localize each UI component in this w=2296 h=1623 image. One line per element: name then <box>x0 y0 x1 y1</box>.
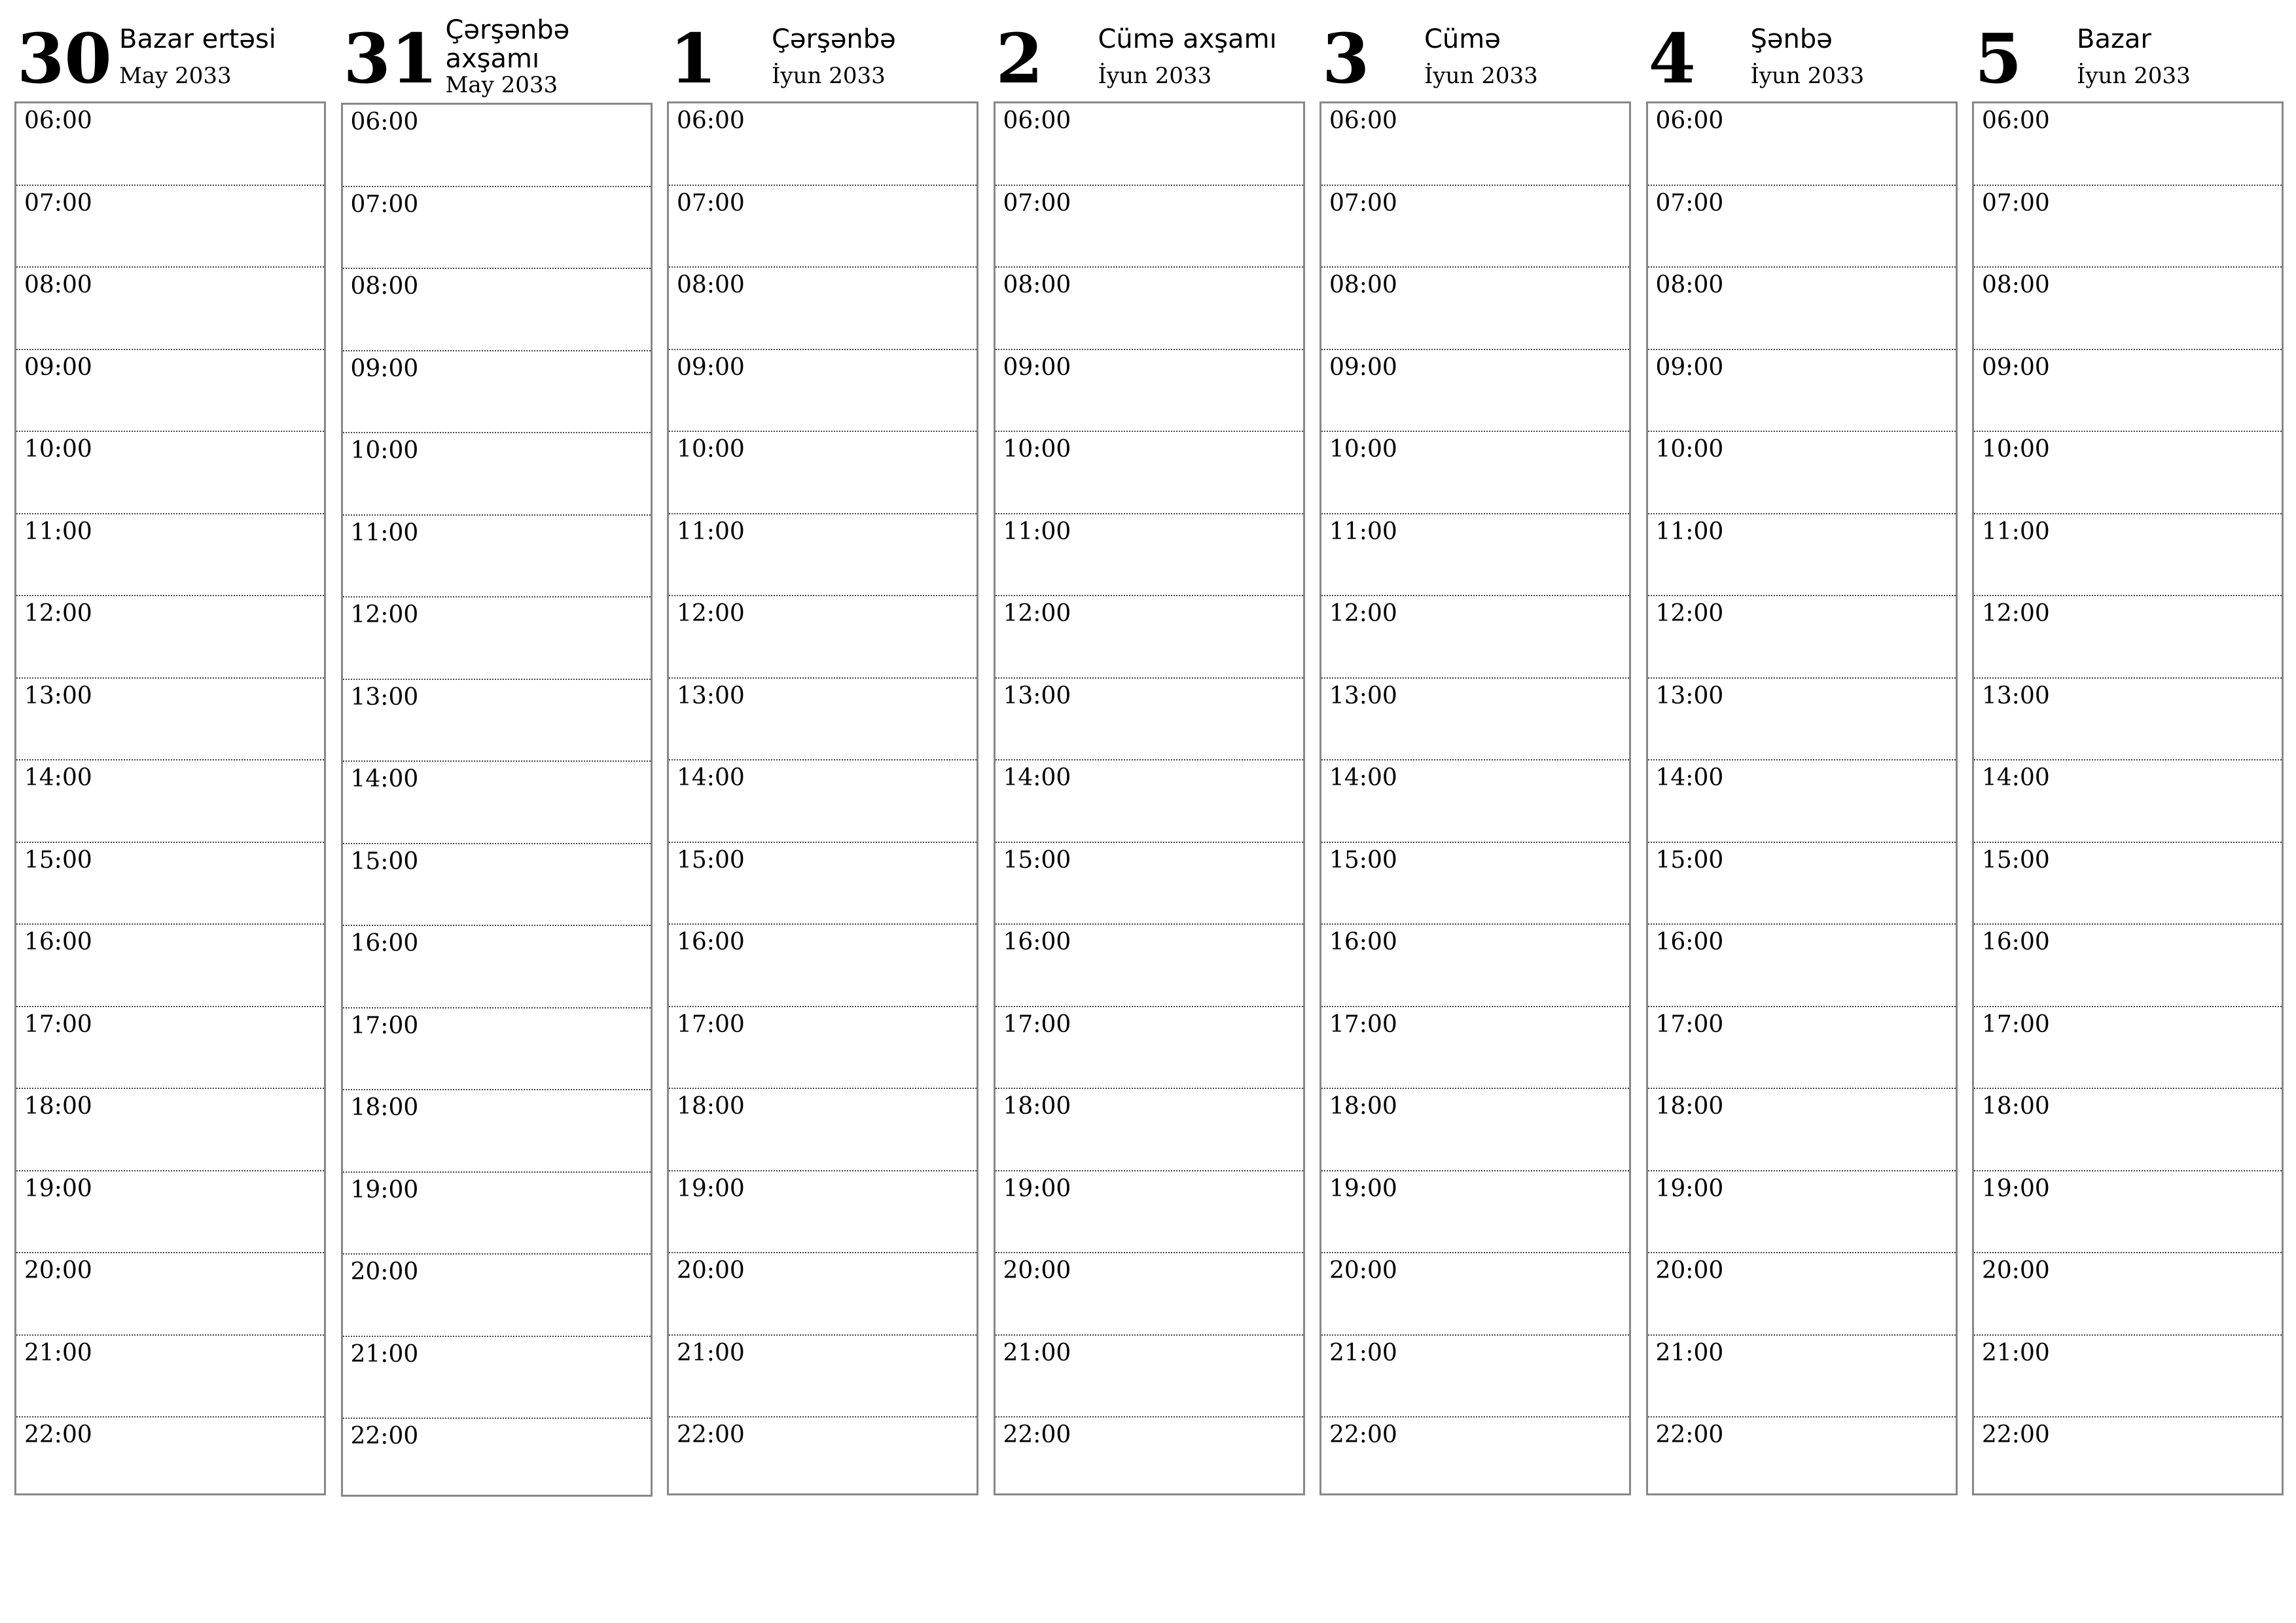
hour-slot[interactable] <box>1648 1089 1956 1171</box>
day-header <box>994 0 1308 101</box>
hour-label: 21:00 <box>350 1340 419 1368</box>
hour-slot[interactable] <box>669 432 977 514</box>
hour-slot[interactable] <box>1974 186 2282 268</box>
day-column <box>994 0 1308 1448</box>
hour-slot[interactable] <box>1974 350 2282 433</box>
hour-slot[interactable] <box>669 350 977 433</box>
hour-slot[interactable] <box>1648 843 1956 925</box>
hour-label: 08:00 <box>1982 272 2050 298</box>
hour-slot[interactable] <box>1648 350 1956 433</box>
hour-slot[interactable] <box>669 1336 977 1418</box>
hour-label: 20:00 <box>677 1257 745 1284</box>
hour-label: 21:00 <box>1982 1339 2050 1366</box>
hour-slot[interactable] <box>16 514 324 597</box>
hour-label: 21:00 <box>24 1339 92 1366</box>
hour-label: 16:00 <box>1329 929 1397 955</box>
hour-label: 10:00 <box>1003 436 1071 463</box>
hour-label: 08:00 <box>677 272 745 298</box>
hour-label: 16:00 <box>1655 929 1724 955</box>
hour-slot[interactable] <box>343 187 651 270</box>
day-month: İyun 2033 <box>1098 63 1212 89</box>
hour-slot[interactable] <box>996 103 1303 186</box>
hour-slot[interactable] <box>16 760 324 843</box>
hour-slot[interactable] <box>343 1419 651 1501</box>
hour-slot[interactable] <box>669 186 977 268</box>
hour-slot[interactable] <box>1648 679 1956 761</box>
day-month: İyun 2033 <box>2077 63 2191 89</box>
hour-label: 06:00 <box>1655 107 1724 134</box>
hour-label: 07:00 <box>1003 189 1071 217</box>
hour-label: 07:00 <box>350 190 419 218</box>
hour-slot[interactable] <box>669 514 977 597</box>
hour-slot[interactable] <box>1321 103 1629 186</box>
hour-slot[interactable] <box>343 1090 651 1173</box>
hour-slot[interactable] <box>343 516 651 598</box>
hour-slot[interactable] <box>1974 1418 2282 1500</box>
day-number: 3 <box>1322 18 1370 99</box>
hour-label: 08:00 <box>24 272 92 298</box>
hour-label: 20:00 <box>1655 1257 1724 1284</box>
hour-label: 10:00 <box>1329 436 1397 463</box>
day-column <box>667 0 981 1448</box>
day-header <box>341 0 655 101</box>
hour-label: 17:00 <box>1003 1010 1071 1038</box>
day-month: May 2033 <box>445 72 558 98</box>
hour-label: 15:00 <box>1003 846 1071 874</box>
hour-slot[interactable] <box>1648 268 1956 350</box>
hour-slot[interactable] <box>1321 596 1629 679</box>
hour-slot[interactable] <box>669 103 977 186</box>
hour-label: 18:00 <box>1329 1093 1397 1120</box>
hour-slot[interactable] <box>1321 843 1629 925</box>
hour-label: 18:00 <box>1982 1093 2050 1120</box>
day-month: May 2033 <box>119 63 232 89</box>
hour-label: 14:00 <box>1329 764 1397 791</box>
hour-label: 13:00 <box>1003 682 1071 709</box>
hour-label: 11:00 <box>1982 518 2050 545</box>
hour-slot[interactable] <box>1974 760 2282 843</box>
hour-slot[interactable] <box>343 269 651 351</box>
hour-label: 22:00 <box>677 1421 745 1448</box>
hour-slot[interactable] <box>669 925 977 1007</box>
hour-slot[interactable] <box>1974 1089 2282 1171</box>
hour-slot[interactable] <box>996 760 1303 843</box>
hour-label: 16:00 <box>1982 929 2050 955</box>
day-header <box>1972 0 2286 101</box>
hour-slot[interactable] <box>1321 1418 1629 1500</box>
hour-slot[interactable] <box>1321 1007 1629 1090</box>
hour-label: 19:00 <box>24 1175 92 1202</box>
hour-slot[interactable] <box>669 843 977 925</box>
hour-slot[interactable] <box>1648 1007 1956 1090</box>
hour-slot[interactable] <box>16 350 324 433</box>
hour-label: 17:00 <box>1329 1010 1397 1038</box>
hour-label: 11:00 <box>24 518 92 545</box>
hour-slot[interactable] <box>669 1089 977 1171</box>
hour-slots <box>667 101 978 1495</box>
hour-label: 22:00 <box>24 1421 92 1448</box>
hour-slot[interactable] <box>1321 679 1629 761</box>
hour-slots <box>14 101 326 1495</box>
hour-slot[interactable] <box>1648 103 1956 186</box>
hour-label: 12:00 <box>1982 600 2050 627</box>
hour-slot[interactable] <box>16 103 324 186</box>
hour-slot[interactable] <box>16 925 324 1007</box>
hour-slot[interactable] <box>343 351 651 434</box>
hour-label: 18:00 <box>350 1094 419 1121</box>
hour-slot[interactable] <box>16 1171 324 1254</box>
hour-label: 06:00 <box>350 109 419 135</box>
hour-label: 15:00 <box>350 847 419 875</box>
hour-slots <box>1972 101 2284 1495</box>
hour-slot[interactable] <box>1321 186 1629 268</box>
hour-slot[interactable] <box>996 1418 1303 1500</box>
hour-slot[interactable] <box>996 1089 1303 1171</box>
hour-label: 09:00 <box>350 355 419 382</box>
hour-label: 07:00 <box>1329 189 1397 217</box>
hour-slot[interactable] <box>1974 1253 2282 1336</box>
hour-slot[interactable] <box>16 268 324 350</box>
hour-slot[interactable] <box>343 1255 651 1337</box>
hour-slot[interactable] <box>996 186 1303 268</box>
hour-slot[interactable] <box>669 1418 977 1500</box>
hour-label: 14:00 <box>1655 764 1724 791</box>
hour-slot[interactable] <box>996 268 1303 350</box>
hour-label: 07:00 <box>677 189 745 217</box>
hour-label: 17:00 <box>677 1010 745 1038</box>
hour-label: 06:00 <box>1003 107 1071 134</box>
hour-label: 18:00 <box>24 1093 92 1120</box>
hour-slot[interactable] <box>1974 925 2282 1007</box>
day-column <box>1646 0 1960 1448</box>
hour-label: 12:00 <box>1655 600 1724 627</box>
hour-label: 13:00 <box>350 683 419 711</box>
hour-label: 10:00 <box>1655 436 1724 463</box>
hour-label: 15:00 <box>1329 846 1397 874</box>
hour-slot[interactable] <box>1321 1253 1629 1336</box>
hour-slot[interactable] <box>1321 760 1629 843</box>
hour-label: 10:00 <box>1982 436 2050 463</box>
hour-slot[interactable] <box>669 1007 977 1090</box>
hour-label: 18:00 <box>677 1093 745 1120</box>
hour-slot[interactable] <box>1648 760 1956 843</box>
hour-label: 12:00 <box>677 600 745 627</box>
hour-slot[interactable] <box>996 843 1303 925</box>
hour-label: 21:00 <box>1003 1339 1071 1366</box>
hour-slot[interactable] <box>16 1089 324 1171</box>
day-header <box>1319 0 1634 101</box>
hour-label: 16:00 <box>1003 929 1071 955</box>
day-month: İyun 2033 <box>1750 63 1865 89</box>
hour-label: 20:00 <box>1003 1257 1071 1284</box>
hour-slot[interactable] <box>1648 514 1956 597</box>
hour-label: 09:00 <box>677 353 745 381</box>
hour-slot[interactable] <box>996 925 1303 1007</box>
hour-label: 20:00 <box>1329 1257 1397 1284</box>
hour-slot[interactable] <box>343 762 651 844</box>
weekly-planner <box>14 0 2288 1623</box>
day-month: İyun 2033 <box>1424 63 1538 89</box>
hour-slot[interactable] <box>343 433 651 516</box>
day-number: 30 <box>17 18 112 99</box>
hour-label: 13:00 <box>677 682 745 709</box>
hour-slot[interactable] <box>996 1336 1303 1418</box>
hour-slot[interactable] <box>1648 1418 1956 1500</box>
day-name: Bazar ertəsi <box>119 24 276 54</box>
hour-label: 14:00 <box>677 764 745 791</box>
hour-slots <box>994 101 1305 1495</box>
hour-label: 20:00 <box>1982 1257 2050 1284</box>
hour-slot[interactable] <box>1974 843 2282 925</box>
hour-label: 09:00 <box>1982 353 2050 381</box>
hour-label: 22:00 <box>1655 1421 1724 1448</box>
hour-slot[interactable] <box>1321 514 1629 597</box>
hour-label: 15:00 <box>1982 846 2050 874</box>
day-name: Cümə <box>1424 24 1501 54</box>
hour-label: 20:00 <box>24 1257 92 1284</box>
hour-slot[interactable] <box>1321 1336 1629 1418</box>
hour-label: 14:00 <box>24 764 92 791</box>
hour-slot[interactable] <box>669 596 977 679</box>
hour-slot[interactable] <box>1974 103 2282 186</box>
hour-slot[interactable] <box>1648 1171 1956 1254</box>
hour-label: 19:00 <box>350 1176 419 1204</box>
hour-slot[interactable] <box>16 1007 324 1090</box>
hour-label: 17:00 <box>24 1010 92 1038</box>
day-column <box>1319 0 1634 1448</box>
hour-label: 22:00 <box>1982 1421 2050 1448</box>
hour-label: 12:00 <box>1003 600 1071 627</box>
hour-label: 07:00 <box>1655 189 1724 217</box>
hour-slot[interactable] <box>996 514 1303 597</box>
hour-slot[interactable] <box>996 1171 1303 1254</box>
hour-slot[interactable] <box>343 1337 651 1419</box>
hour-slot[interactable] <box>669 1253 977 1336</box>
hour-slot[interactable] <box>996 679 1303 761</box>
day-header <box>1646 0 1960 101</box>
hour-slot[interactable] <box>16 1253 324 1336</box>
hour-label: 14:00 <box>350 766 419 793</box>
hour-label: 11:00 <box>1003 518 1071 545</box>
hour-slot[interactable] <box>1974 596 2282 679</box>
hour-slot[interactable] <box>1648 925 1956 1007</box>
hour-label: 10:00 <box>24 436 92 463</box>
hour-slot[interactable] <box>343 1173 651 1255</box>
hour-slot[interactable] <box>343 1008 651 1091</box>
hour-label: 19:00 <box>1655 1175 1724 1202</box>
hour-label: 09:00 <box>1655 353 1724 381</box>
hour-label: 09:00 <box>24 353 92 381</box>
hour-label: 09:00 <box>1003 353 1071 381</box>
hour-label: 13:00 <box>1655 682 1724 709</box>
day-name: Cümə axşamı <box>1098 24 1277 54</box>
hour-slot[interactable] <box>1974 679 2282 761</box>
hour-label: 12:00 <box>24 600 92 627</box>
hour-label: 06:00 <box>1982 107 2050 134</box>
hour-label: 09:00 <box>1329 353 1397 381</box>
hour-label: 19:00 <box>1329 1175 1397 1202</box>
hour-label: 22:00 <box>1003 1421 1071 1448</box>
day-column <box>14 0 329 1448</box>
hour-slot[interactable] <box>996 432 1303 514</box>
hour-slot[interactable] <box>1648 1336 1956 1418</box>
hour-slot[interactable] <box>16 679 324 761</box>
hour-slot[interactable] <box>16 432 324 514</box>
hour-label: 21:00 <box>1655 1339 1724 1366</box>
day-number: 5 <box>1975 18 2022 99</box>
hour-slot[interactable] <box>16 1418 324 1500</box>
hour-label: 08:00 <box>350 273 419 300</box>
hour-label: 15:00 <box>677 846 745 874</box>
hour-slot[interactable] <box>1974 268 2282 350</box>
hour-label: 10:00 <box>677 436 745 463</box>
day-number: 31 <box>343 18 439 99</box>
hour-label: 19:00 <box>1982 1175 2050 1202</box>
hour-slot[interactable] <box>669 268 977 350</box>
hour-slot[interactable] <box>996 350 1303 433</box>
hour-label: 15:00 <box>24 846 92 874</box>
hour-slot[interactable] <box>1648 186 1956 268</box>
hour-slot[interactable] <box>669 760 977 843</box>
day-month: İyun 2033 <box>772 63 886 89</box>
hour-label: 12:00 <box>350 601 419 628</box>
hour-slot[interactable] <box>1974 1171 2282 1254</box>
hour-slot[interactable] <box>1648 596 1956 679</box>
hour-label: 11:00 <box>1329 518 1397 545</box>
hour-slot[interactable] <box>16 596 324 679</box>
hour-label: 17:00 <box>350 1012 419 1039</box>
hour-slots <box>341 103 653 1497</box>
day-header <box>14 0 329 101</box>
hour-slot[interactable] <box>1321 925 1629 1007</box>
hour-slot[interactable] <box>1974 1007 2282 1090</box>
hour-slot[interactable] <box>996 1007 1303 1090</box>
day-number: 1 <box>670 18 717 99</box>
hour-label: 16:00 <box>350 930 419 957</box>
hour-label: 08:00 <box>1655 272 1724 298</box>
hour-label: 11:00 <box>1655 518 1724 545</box>
hour-slot[interactable] <box>996 596 1303 679</box>
hour-slot[interactable] <box>1321 1089 1629 1171</box>
hour-label: 07:00 <box>1982 189 2050 217</box>
hour-slot[interactable] <box>996 1253 1303 1336</box>
day-header <box>667 0 981 101</box>
hour-label: 22:00 <box>350 1423 419 1450</box>
hour-slot[interactable] <box>669 1171 977 1254</box>
hour-label: 14:00 <box>1003 764 1071 791</box>
day-column <box>341 0 655 1450</box>
hour-label: 13:00 <box>24 682 92 709</box>
hour-label: 10:00 <box>350 437 419 464</box>
hour-label: 19:00 <box>1003 1175 1071 1202</box>
hour-slot[interactable] <box>343 105 651 187</box>
day-name: Bazar <box>2077 24 2151 54</box>
hour-slot[interactable] <box>343 680 651 762</box>
hour-label: 06:00 <box>677 107 745 134</box>
hour-label: 08:00 <box>1329 272 1397 298</box>
hour-label: 20:00 <box>350 1258 419 1285</box>
hour-label: 18:00 <box>1655 1093 1724 1120</box>
hour-label: 17:00 <box>1982 1010 2050 1038</box>
hour-slot[interactable] <box>1648 1253 1956 1336</box>
day-number: 4 <box>1648 18 1696 99</box>
hour-slot[interactable] <box>16 1336 324 1418</box>
hour-label: 16:00 <box>677 929 745 955</box>
hour-label: 22:00 <box>1329 1421 1397 1448</box>
hour-label: 17:00 <box>1655 1010 1724 1038</box>
hour-slots <box>1319 101 1631 1495</box>
hour-label: 16:00 <box>24 929 92 955</box>
hour-slots <box>1646 101 1958 1495</box>
hour-label: 11:00 <box>350 519 419 546</box>
hour-label: 13:00 <box>1329 682 1397 709</box>
hour-slot[interactable] <box>16 843 324 925</box>
hour-label: 14:00 <box>1982 764 2050 791</box>
hour-slot[interactable] <box>1321 1171 1629 1254</box>
hour-slot[interactable] <box>343 844 651 927</box>
day-name: Çərşənbə axşamı <box>445 15 570 74</box>
hour-label: 08:00 <box>1003 272 1071 298</box>
hour-label: 21:00 <box>677 1339 745 1366</box>
day-column <box>1972 0 2286 1448</box>
hour-slot[interactable] <box>1974 1336 2282 1418</box>
hour-slot[interactable] <box>1974 432 2282 514</box>
hour-slot[interactable] <box>1974 514 2282 597</box>
day-number: 2 <box>996 18 1043 99</box>
hour-label: 11:00 <box>677 518 745 545</box>
hour-slot[interactable] <box>343 597 651 680</box>
hour-slot[interactable] <box>1321 432 1629 514</box>
hour-slot[interactable] <box>1321 350 1629 433</box>
hour-label: 13:00 <box>1982 682 2050 709</box>
hour-label: 06:00 <box>24 107 92 134</box>
hour-slot[interactable] <box>1648 432 1956 514</box>
hour-slot[interactable] <box>16 186 324 268</box>
day-name: Şənbə <box>1750 24 1833 54</box>
hour-label: 18:00 <box>1003 1093 1071 1120</box>
hour-slot[interactable] <box>669 679 977 761</box>
hour-label: 12:00 <box>1329 600 1397 627</box>
hour-slot[interactable] <box>343 926 651 1008</box>
hour-label: 21:00 <box>1329 1339 1397 1366</box>
hour-label: 15:00 <box>1655 846 1724 874</box>
day-name: Çərşənbə <box>772 24 896 54</box>
hour-label: 19:00 <box>677 1175 745 1202</box>
hour-slot[interactable] <box>1321 268 1629 350</box>
hour-label: 07:00 <box>24 189 92 217</box>
hour-label: 06:00 <box>1329 107 1397 134</box>
